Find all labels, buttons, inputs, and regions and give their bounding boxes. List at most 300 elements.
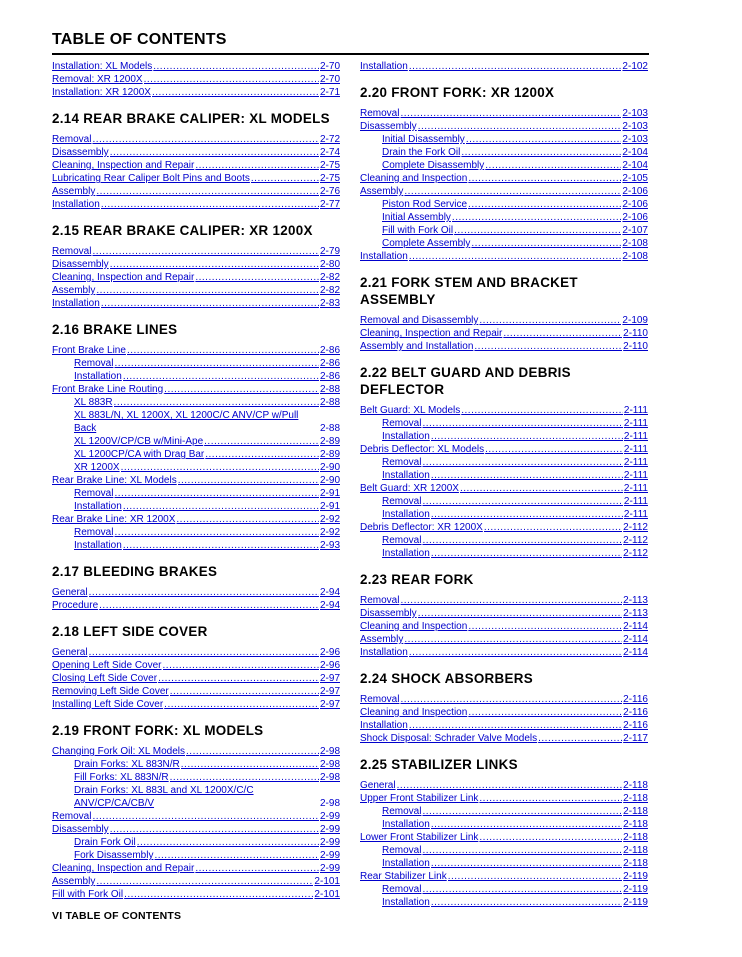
dot-leader — [400, 693, 622, 706]
dot-leader — [164, 383, 319, 396]
toc-entry-label: XL 1200V/CP/CB w/Mini-Ape — [74, 436, 204, 447]
dot-leader — [123, 500, 319, 513]
toc-entry-label: Front Brake Line — [52, 345, 126, 356]
toc-entry-label: Changing Fork Oil: XL Models — [52, 746, 186, 757]
toc-page-number: 2-112 — [623, 548, 648, 559]
toc-subentry-link[interactable] — [360, 146, 648, 159]
toc-subentry-link[interactable] — [52, 500, 340, 513]
toc-subentry-link[interactable] — [360, 508, 648, 521]
toc-entry-label: Removal — [52, 246, 92, 257]
toc-entry-link[interactable] — [52, 672, 340, 685]
dot-leader — [195, 159, 319, 172]
toc-entry-link[interactable] — [360, 482, 648, 495]
toc-page-number: 2-99 — [319, 837, 340, 848]
section-heading: 2.17 BLEEDING BRAKES — [52, 564, 218, 579]
toc-page-number: 2-99 — [319, 850, 340, 861]
toc-entry-link[interactable] — [360, 107, 648, 120]
toc-subentry-link[interactable] — [360, 495, 648, 508]
toc-entry-label: Removing Left Side Cover — [52, 686, 169, 697]
toc-page-number: 2-82 — [319, 272, 340, 283]
dot-leader — [452, 211, 622, 224]
toc-page-number: 2-110 — [623, 328, 648, 339]
dot-leader — [397, 779, 623, 792]
toc-entry-label: Fork Disassembly — [74, 850, 154, 861]
title-rule — [52, 53, 649, 55]
toc-entry-label: Removal and Disassembly — [360, 315, 479, 326]
toc-entry-link[interactable] — [52, 810, 340, 823]
toc-entry-link[interactable] — [52, 698, 340, 711]
section-heading: 2.21 FORK STEM AND BRACKET ASSEMBLY — [360, 275, 578, 307]
toc-page-number: 2-101 — [314, 876, 340, 887]
dot-leader — [454, 224, 621, 237]
toc-page-number: 2-111 — [623, 444, 648, 455]
dot-leader — [181, 758, 319, 771]
toc-entry-link[interactable] — [360, 620, 648, 633]
dot-leader — [468, 198, 621, 211]
toc-entry-link[interactable] — [52, 383, 340, 396]
toc-page-number: 2-104 — [622, 160, 648, 171]
toc-entry-link[interactable] — [360, 633, 648, 646]
toc-entry-link[interactable] — [52, 862, 340, 875]
toc-subentry-link[interactable] — [360, 883, 648, 896]
toc-page-number: 2-82 — [319, 285, 340, 296]
toc-entry-label: Fill Forks: XL 883N/R — [74, 772, 169, 783]
toc-entry-label: Removal — [360, 694, 400, 705]
dot-leader — [152, 86, 319, 99]
toc-page-number: 2-90 — [319, 475, 340, 486]
dot-leader — [101, 297, 319, 310]
toc-entry-link[interactable] — [52, 198, 340, 211]
toc-entry-link[interactable] — [52, 344, 340, 357]
toc-page-number: 2-118 — [623, 793, 648, 804]
toc-entry-link[interactable] — [52, 133, 340, 146]
toc-entry-link[interactable] — [52, 86, 340, 99]
toc-page-number: 2-91 — [319, 501, 340, 512]
toc-entry-label: Disassembly — [360, 121, 417, 132]
toc-page-number: 2-118 — [623, 858, 648, 869]
toc-page-number: 2-98 — [319, 746, 340, 757]
toc-subentry-link[interactable] — [360, 844, 648, 857]
toc-entry-link[interactable] — [52, 888, 340, 901]
dot-leader — [422, 805, 622, 818]
toc-entry-link[interactable] — [360, 792, 648, 805]
toc-subentry-link[interactable] — [52, 849, 340, 862]
toc-subentry-link[interactable] — [360, 430, 648, 443]
toc-entry-label: Removal — [52, 134, 92, 145]
section-heading: 2.25 STABILIZER LINKS — [360, 757, 518, 772]
toc-entry-link[interactable] — [52, 172, 340, 185]
toc-page-number: 2-114 — [623, 647, 648, 658]
dot-leader — [163, 659, 319, 672]
toc-subentry-link[interactable] — [52, 357, 340, 370]
toc-subentry-link[interactable] — [360, 896, 648, 909]
toc-entry-link[interactable] — [360, 250, 648, 263]
toc-entry-label: Installing Left Side Cover — [52, 699, 164, 710]
toc-page-number: 2-94 — [319, 587, 340, 598]
toc-entry-label: Removal — [74, 488, 114, 499]
toc-page-number: 2-94 — [319, 600, 340, 611]
toc-page-number: 2-106 — [622, 212, 648, 223]
dot-leader — [110, 146, 319, 159]
toc-page-number: 2-70 — [319, 61, 340, 72]
toc-entry-label: XL 1200CP/CA with Drag Bar — [74, 449, 205, 460]
toc-page-number: 2-74 — [319, 147, 340, 158]
toc-subentry-link[interactable] — [360, 534, 648, 547]
toc-entry-label: Opening Left Side Cover — [52, 660, 162, 671]
toc-entry-link[interactable] — [360, 185, 648, 198]
dot-leader — [460, 482, 623, 495]
toc-entry-label: General — [360, 780, 396, 791]
toc-subentry-link[interactable] — [360, 456, 648, 469]
toc-subentry-link[interactable] — [360, 818, 648, 831]
toc-entry-link[interactable] — [360, 521, 648, 534]
toc-entry-label: Initial Disassembly — [382, 134, 465, 145]
toc-column-left — [52, 60, 340, 901]
dot-leader — [123, 370, 319, 383]
dot-leader — [170, 771, 319, 784]
toc-entry-label: Drain Fork Oil — [74, 837, 136, 848]
dot-leader — [96, 875, 313, 888]
dot-leader — [186, 745, 319, 758]
dot-leader — [431, 430, 623, 443]
toc-entry-link[interactable] — [360, 594, 648, 607]
toc-subentry-link[interactable] — [52, 461, 340, 474]
toc-entry-label: Shock Disposal: Schrader Valve Models — [360, 733, 538, 744]
dot-leader — [114, 357, 319, 370]
dot-leader — [466, 133, 622, 146]
toc-page-number: 2-116 — [623, 720, 648, 731]
dot-leader — [422, 844, 622, 857]
dot-leader — [96, 185, 319, 198]
toc-entry-link[interactable] — [360, 340, 648, 353]
section-heading: 2.16 BRAKE LINES — [52, 322, 178, 337]
toc-entry-label: Installation — [74, 501, 122, 512]
toc-entry-link[interactable] — [52, 823, 340, 836]
toc-page-number: 2-103 — [622, 121, 648, 132]
toc-page-number: 2-113 — [623, 608, 648, 619]
toc-page-number: 2-86 — [319, 371, 340, 382]
toc-entry-link[interactable] — [52, 685, 340, 698]
section-heading: 2.15 REAR BRAKE CALIPER: XR 1200X — [52, 223, 313, 238]
dot-leader — [409, 646, 622, 659]
toc-entry-link[interactable] — [360, 607, 648, 620]
dot-leader — [461, 146, 621, 159]
toc-entry-label: Installation — [382, 819, 430, 830]
dot-leader — [195, 862, 319, 875]
toc-entry-link[interactable] — [360, 443, 648, 456]
toc-page-number: 2-99 — [319, 824, 340, 835]
toc-entry-label: Fill with Fork Oil — [52, 889, 124, 900]
toc-entry-label: Piston Rod Service — [382, 199, 468, 210]
toc-entry-label: Assembly — [52, 186, 96, 197]
dot-leader — [404, 185, 621, 198]
toc-subentry-link[interactable] — [360, 159, 648, 172]
toc-entry-label: Installation — [360, 647, 408, 658]
toc-entry-label: Installation — [382, 858, 430, 869]
toc-page-number: 2-97 — [319, 686, 340, 697]
toc-entry-label: Assembly and Installation — [360, 341, 474, 352]
toc-page-number: 2-110 — [623, 341, 648, 352]
toc-page-number: 2-119 — [623, 871, 648, 882]
toc-page-number: 2-96 — [319, 647, 340, 658]
toc-subentry-link[interactable] — [360, 198, 648, 211]
toc-entry-link[interactable] — [52, 258, 340, 271]
toc-page-number: 2-118 — [623, 832, 648, 843]
toc-entry-label: Debris Deflector: XL Models — [360, 444, 485, 455]
dot-leader — [485, 159, 621, 172]
dot-leader — [121, 461, 319, 474]
dot-leader — [422, 495, 622, 508]
toc-page-number: 2-102 — [622, 61, 648, 72]
toc-entry-label: General — [52, 647, 88, 658]
toc-page-number: 2-114 — [623, 621, 648, 632]
dot-leader — [114, 396, 319, 409]
section-heading: 2.19 FRONT FORK: XL MODELS — [52, 723, 264, 738]
toc-subentry-link[interactable] — [52, 435, 340, 448]
dot-leader — [176, 513, 319, 526]
toc-entry-label: Removal — [52, 811, 92, 822]
toc-page-number: 2-109 — [622, 315, 648, 326]
toc-page-number: 2-114 — [623, 634, 648, 645]
toc-entry-label: Belt Guard: XR 1200X — [360, 483, 459, 494]
toc-page-number: 2-71 — [319, 87, 340, 98]
dot-leader — [92, 245, 319, 258]
toc-entry-link[interactable] — [360, 719, 648, 732]
toc-entry-label: Removal — [382, 845, 422, 856]
toc-subentry-link[interactable] — [360, 469, 648, 482]
dot-leader — [154, 849, 319, 862]
toc-subentry-link[interactable] — [52, 409, 340, 435]
dot-leader — [92, 810, 319, 823]
dot-leader — [418, 607, 622, 620]
dot-leader — [110, 823, 319, 836]
toc-subentry-link[interactable] — [52, 370, 340, 383]
toc-entry-label: Procedure — [52, 600, 99, 611]
toc-entry-link[interactable] — [360, 831, 648, 844]
section-heading: 2.23 REAR FORK — [360, 572, 474, 587]
toc-entry-link[interactable] — [360, 693, 648, 706]
toc-entry-label: Removal — [360, 595, 400, 606]
toc-entry-label: Installation — [382, 509, 430, 520]
dot-leader — [479, 831, 622, 844]
dot-leader — [96, 284, 319, 297]
toc-subentry-link[interactable] — [52, 396, 340, 409]
toc-entry-label: Removal — [382, 496, 422, 507]
toc-entry-label: Upper Front Stabilizer Link — [360, 793, 479, 804]
toc-entry-label: Fill with Fork Oil — [382, 225, 454, 236]
toc-page-number: 2-76 — [319, 186, 340, 197]
toc-entry-link[interactable] — [52, 586, 340, 599]
dot-leader — [137, 836, 319, 849]
toc-page-number: 2-89 — [319, 449, 340, 460]
toc-subentry-link[interactable] — [52, 758, 340, 771]
toc-entry-link[interactable] — [360, 732, 648, 745]
dot-leader — [409, 60, 622, 73]
toc-entry-label: Disassembly — [52, 824, 109, 835]
toc-entry-label: Cleaning and Inspection — [360, 621, 468, 632]
toc-entry-label: Installation — [74, 540, 122, 551]
toc-page-number: 2-111 — [623, 457, 648, 468]
toc-entry-link[interactable] — [52, 146, 340, 159]
dot-leader — [461, 404, 623, 417]
toc-entry-link[interactable] — [360, 404, 648, 417]
toc-subentry-link[interactable] — [360, 133, 648, 146]
dot-leader — [89, 646, 319, 659]
toc-entry-label: Removal — [382, 457, 422, 468]
dot-leader — [422, 417, 622, 430]
toc-entry-link[interactable] — [52, 73, 340, 86]
toc-entry-link[interactable] — [52, 513, 340, 526]
toc-page-number: 2-77 — [319, 199, 340, 210]
dot-leader — [114, 487, 319, 500]
toc-entry-label: Cleaning, Inspection and Repair — [360, 328, 503, 339]
dot-leader — [485, 443, 623, 456]
page-title: TABLE OF CONTENTS — [52, 31, 227, 48]
dot-leader — [484, 521, 622, 534]
dot-leader — [431, 857, 622, 870]
toc-entry-label: Installation — [74, 371, 122, 382]
toc-entry-link[interactable] — [52, 599, 340, 612]
toc-entry-link[interactable] — [52, 271, 340, 284]
dot-leader — [448, 870, 622, 883]
toc-entry-label: Removal — [74, 358, 114, 369]
toc-entry-link[interactable] — [360, 779, 648, 792]
toc-page-number: 2-103 — [622, 134, 648, 145]
dot-leader — [400, 107, 621, 120]
toc-entry-link[interactable] — [52, 297, 340, 310]
toc-page-number: 2-108 — [622, 251, 648, 262]
toc-page-number: 2-89 — [319, 436, 340, 447]
toc-entry-label: Cleaning, Inspection and Repair — [52, 272, 195, 283]
toc-page-number: 2-88 — [319, 384, 340, 395]
toc-subentry-link[interactable] — [360, 857, 648, 870]
toc-subentry-link[interactable] — [52, 448, 340, 461]
toc-page-number: 2-101 — [314, 889, 340, 900]
toc-entry-link[interactable] — [360, 172, 648, 185]
toc-entry-link[interactable] — [360, 60, 648, 73]
toc-entry-label: Removal — [382, 418, 422, 429]
dot-leader — [153, 60, 319, 73]
toc-page-number: 2-118 — [623, 780, 648, 791]
toc-entry-link[interactable] — [360, 327, 648, 340]
toc-page-number: 2-93 — [319, 540, 340, 551]
toc-page-number: 2-118 — [623, 845, 648, 856]
section-heading: 2.24 SHOCK ABSORBERS — [360, 671, 533, 686]
toc-page-number: 2-96 — [319, 660, 340, 671]
section-heading: 2.20 FRONT FORK: XR 1200X — [360, 85, 555, 100]
toc-page-number: 2-111 — [623, 418, 648, 429]
toc-page-number: 2-104 — [622, 147, 648, 158]
toc-entry-link[interactable] — [52, 474, 340, 487]
dot-leader — [431, 547, 622, 560]
toc-subentry-link[interactable] — [360, 237, 648, 250]
toc-subentry-link[interactable] — [52, 526, 340, 539]
toc-entry-link[interactable] — [52, 745, 340, 758]
toc-entry-label: Installation — [382, 897, 430, 908]
dot-leader — [409, 719, 622, 732]
toc-entry-label: Disassembly — [52, 147, 109, 158]
toc-page-number: 2-105 — [622, 173, 648, 184]
toc-entry-label: Debris Deflector: XR 1200X — [360, 522, 483, 533]
toc-page-number: 2-116 — [623, 707, 648, 718]
toc-page-number: 2-98 — [319, 759, 340, 770]
toc-entry-label: Removal — [382, 535, 422, 546]
toc-page-number: 2-88 — [319, 423, 340, 434]
toc-subentry-link[interactable] — [52, 771, 340, 784]
toc-subentry-link[interactable] — [360, 805, 648, 818]
toc-column-right — [360, 60, 648, 909]
dot-leader — [124, 888, 313, 901]
dot-leader — [164, 698, 319, 711]
toc-entry-link[interactable] — [360, 314, 648, 327]
dot-leader — [195, 271, 319, 284]
toc-subentry-link[interactable] — [52, 487, 340, 500]
toc-entry-link[interactable] — [52, 185, 340, 198]
toc-entry-link[interactable] — [360, 120, 648, 133]
toc-page-number: 2-117 — [623, 733, 648, 744]
toc-entry-link[interactable] — [52, 659, 340, 672]
toc-subentry-link[interactable] — [360, 417, 648, 430]
toc-entry-label: Removal — [382, 884, 422, 895]
toc-entry-link[interactable] — [52, 646, 340, 659]
dot-leader — [178, 474, 319, 487]
toc-subentry-link[interactable] — [360, 211, 648, 224]
toc-page-number: 2-111 — [623, 509, 648, 520]
toc-subentry-link[interactable] — [360, 224, 648, 237]
toc-page-number: 2-98 — [319, 798, 340, 809]
toc-entry-label: Closing Left Side Cover — [52, 673, 158, 684]
dot-leader — [92, 133, 319, 146]
toc-entry-link[interactable] — [52, 875, 340, 888]
toc-page-number: 2-108 — [622, 238, 648, 249]
toc-entry-link[interactable] — [360, 870, 648, 883]
toc-page-number: 2-118 — [623, 819, 648, 830]
toc-page-number: 2-86 — [319, 345, 340, 356]
toc-page-number: 2-90 — [319, 462, 340, 473]
toc-entry-link[interactable] — [52, 284, 340, 297]
toc-page-number: 2-97 — [319, 699, 340, 710]
toc-entry-link[interactable] — [52, 60, 340, 73]
dot-leader — [99, 599, 319, 612]
toc-page-number: 2-86 — [319, 358, 340, 369]
toc-entry-link[interactable] — [360, 706, 648, 719]
toc-subentry-link[interactable] — [360, 547, 648, 560]
dot-leader — [422, 456, 622, 469]
toc-entry-label: XL 883R — [74, 397, 113, 408]
toc-entry-link[interactable] — [360, 646, 648, 659]
toc-page-number: 2-75 — [319, 160, 340, 171]
toc-page-number: 2-111 — [623, 470, 648, 481]
toc-page-number: 2-112 — [623, 535, 648, 546]
toc-entry-label: Drain Forks: XL 883L and XL 1200X/C/C ANV/CP/CA/CB/V — [74, 785, 254, 809]
toc-subentry-link[interactable] — [52, 836, 340, 849]
toc-entry-label: XR 1200X — [74, 462, 120, 473]
toc-page-number: 2-88 — [319, 397, 340, 408]
dot-leader — [114, 526, 319, 539]
toc-entry-label: Installation — [360, 251, 408, 262]
section-heading: 2.18 LEFT SIDE COVER — [52, 624, 208, 639]
toc-entry-label: Assembly — [52, 876, 96, 887]
toc-entry-label: General — [52, 587, 88, 598]
toc-page-number: 2-107 — [622, 225, 648, 236]
toc-subentry-link[interactable] — [52, 784, 340, 810]
dot-leader — [204, 435, 319, 448]
toc-entry-link[interactable] — [52, 245, 340, 258]
toc-entry-link[interactable] — [52, 159, 340, 172]
dot-leader — [479, 314, 621, 327]
page-footer: VI TABLE OF CONTENTS — [52, 910, 182, 922]
toc-subentry-link[interactable] — [52, 539, 340, 552]
